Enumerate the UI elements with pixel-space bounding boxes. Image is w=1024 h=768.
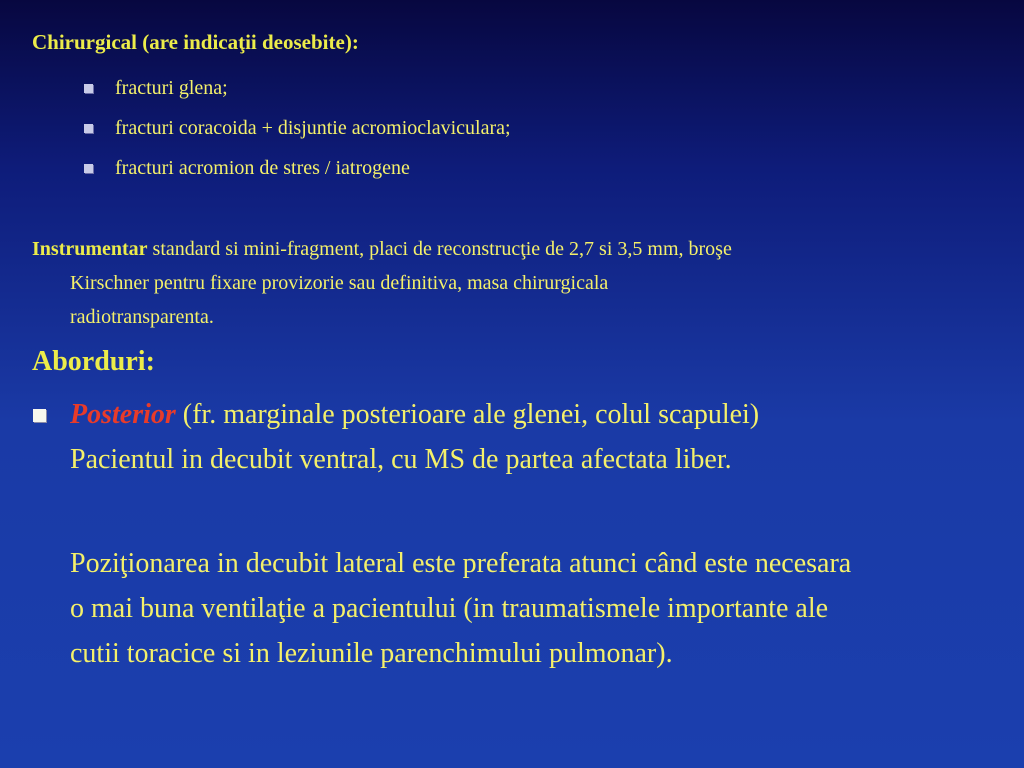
list-item-text: fracturi coracoida + disjuntie acromioclaviculara; [115,117,511,139]
chirurgical-heading: Chirurgical (are indicaţii deosebite): [32,30,359,54]
list-item [82,112,511,152]
pozitionare-line-3: cutii toracice si in leziunile parenchimului pulmonar). [70,638,673,669]
pozitionare-line-2: o mai buna ventilaţie a pacientului (in traumatismele importante ale [70,593,829,624]
list-item-text: fracturi glena; [115,77,228,99]
instrumentar-lead: Instrumentar [32,238,148,260]
instrumentar-line-1-rest: standard si mini-fragment, placi de reconstrucţie de 2,7 si 3,5 mm, broşe [147,238,732,260]
square-bullet-icon [84,164,93,173]
square-bullet-icon [33,409,46,422]
list-item-text: fracturi acromion de stres / iatrogene [115,157,410,179]
square-bullet-icon [84,124,93,133]
instrumentar-line-3: radiotransparenta. [70,306,214,328]
aborduri-heading: Aborduri: [32,346,155,377]
posterior-line-1 [32,392,1002,437]
instrumentar-line-1 [32,232,992,266]
instrumentar-paragraph [32,232,992,334]
list-item [82,152,511,192]
pozitionare-line-1: Poziţionarea in decubit lateral este preferata atunci când este necesara [70,548,852,579]
list-item [82,72,511,112]
indications-list [82,72,511,192]
square-bullet-icon [84,84,93,93]
instrumentar-line-2: Kirschner pentru fixare provizorie sau definitiva, masa chirurgicala [70,272,609,294]
posterior-line-1-rest: (fr. marginale posterioare ale glenei, colul scapulei) [175,399,760,430]
posterior-label: Posterior [70,399,176,430]
posterior-block [32,392,1002,482]
pozitionare-paragraph [70,541,1010,676]
posterior-line-2: Pacientul in decubit ventral, cu MS de partea afectata liber. [70,444,732,475]
